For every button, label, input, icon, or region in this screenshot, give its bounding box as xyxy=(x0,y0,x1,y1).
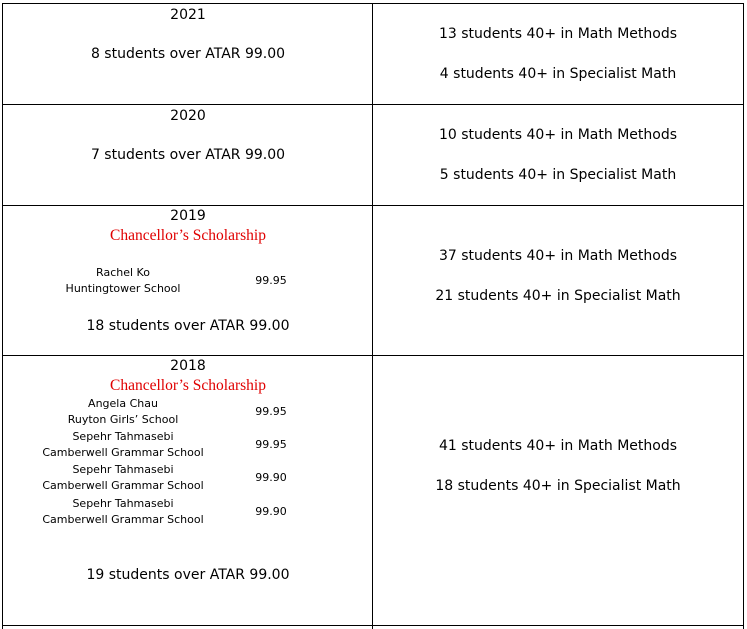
atar-summary: 8 students over ATAR 99.00 xyxy=(90,46,286,62)
year-label: 2019 xyxy=(170,208,206,224)
math-methods-count: 37 students 40+ in Math Methods xyxy=(438,248,678,264)
recipient-name: Sepehr Tahmasebi xyxy=(72,430,174,443)
column-divider xyxy=(372,3,373,629)
recipient-school: Huntingtower School xyxy=(65,282,181,295)
specialist-math-count: 21 students 40+ in Specialist Math xyxy=(435,288,681,304)
math-methods-count: 13 students 40+ in Math Methods xyxy=(438,26,678,42)
scholarship-title: Chancellor’s Scholarship xyxy=(110,377,266,394)
recipient-name: Rachel Ko xyxy=(96,266,150,279)
recipient-score: 99.90 xyxy=(255,505,287,518)
table-border-top xyxy=(2,3,744,4)
scholarship-title: Chancellor’s Scholarship xyxy=(110,227,266,244)
recipient-name: Sepehr Tahmasebi xyxy=(72,463,174,476)
row-divider xyxy=(2,205,744,206)
recipient-score: 99.95 xyxy=(255,274,287,287)
row-divider xyxy=(2,104,744,105)
math-methods-count: 41 students 40+ in Math Methods xyxy=(438,438,678,454)
recipient-name: Angela Chau xyxy=(88,397,158,410)
year-label: 2020 xyxy=(170,108,206,124)
specialist-math-count: 4 students 40+ in Specialist Math xyxy=(439,66,677,82)
table-border-right xyxy=(743,3,744,629)
recipient-score: 99.95 xyxy=(255,405,287,418)
recipient-name: Sepehr Tahmasebi xyxy=(72,497,174,510)
specialist-math-count: 18 students 40+ in Specialist Math xyxy=(435,478,681,494)
recipient-school: Camberwell Grammar School xyxy=(42,513,204,526)
recipient-school: Camberwell Grammar School xyxy=(42,479,204,492)
recipient-school: Camberwell Grammar School xyxy=(42,446,204,459)
table-border-left xyxy=(2,3,3,629)
recipient-score: 99.95 xyxy=(255,438,287,451)
table-border-bottom xyxy=(2,625,744,626)
atar-summary: 7 students over ATAR 99.00 xyxy=(90,147,286,163)
year-label: 2021 xyxy=(170,7,206,23)
atar-summary: 18 students over ATAR 99.00 xyxy=(86,318,290,334)
recipient-school: Ruyton Girls’ School xyxy=(67,413,179,426)
row-divider xyxy=(2,355,744,356)
atar-summary: 19 students over ATAR 99.00 xyxy=(86,567,290,583)
math-methods-count: 10 students 40+ in Math Methods xyxy=(438,127,678,143)
year-label: 2018 xyxy=(170,358,206,374)
recipient-score: 99.90 xyxy=(255,471,287,484)
specialist-math-count: 5 students 40+ in Specialist Math xyxy=(439,167,677,183)
